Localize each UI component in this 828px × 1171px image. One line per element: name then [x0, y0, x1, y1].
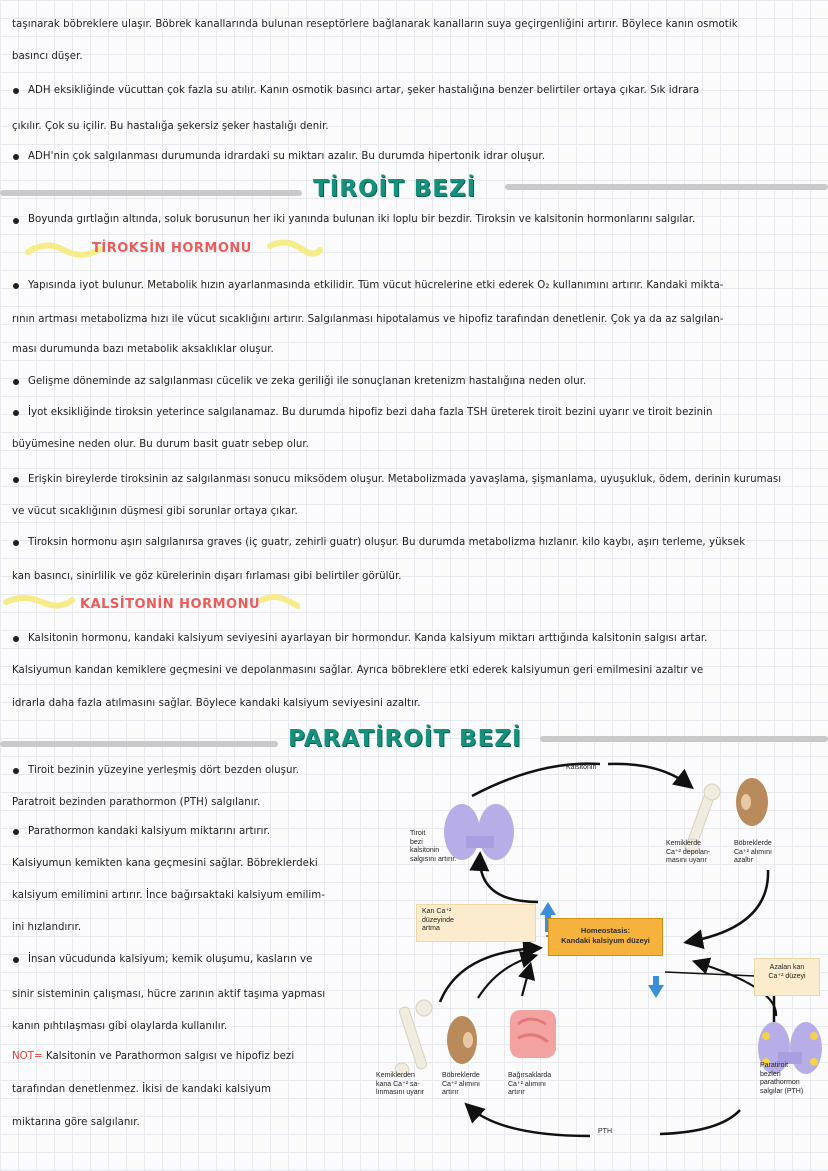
kemik-diagram-label: Kemiklerde Ca⁺² depolan- masını uyarır [666, 840, 711, 864]
bullet-dot [13, 957, 19, 963]
paratiroit-text: Paratroit bezinden parathormon (PTH) salgılanır. [12, 797, 261, 808]
bullet-dot [13, 477, 19, 483]
bullet-dot [13, 379, 19, 385]
homeostasis-box: Homeostasis: Kandaki kalsiyum düzeyi [548, 918, 663, 956]
kalsitonin-title: KALSİTONİN HORMONU [80, 597, 261, 612]
bullet-dot [13, 636, 19, 642]
guatr-text: büyümesine neden olur. Bu durum basit guatr sebep olur. [12, 439, 309, 450]
note-text: tarafından denetlenmez. İkisi de kandaki kalsiyum [12, 1084, 271, 1095]
bullet-dot [13, 154, 19, 160]
pth-arrow-label: PTH [598, 1128, 612, 1135]
graves-text: kan basıncı, sinirlilik ve göz kürelerinin dışarı fırlaması gibi belirtiler görülür. [12, 571, 402, 582]
section-divider [540, 736, 828, 742]
tiroit-diagram-label: Tiroit bezi kalsitonin salgısını artırır. [410, 830, 457, 863]
bullet-dot [13, 283, 19, 289]
kalsitonin-text: Kalsiyumun kandan kemiklere geçmesini ve depolanmasını sağlar. Ayrıca böbreklere etki ederek kalsiyumun geri emilmesini azaltır ve [12, 665, 704, 676]
graves-text: Tiroksin hormonu aşırı salgılanırsa graves (iç guatr, zehirli guatr) oluşur. Bu durumda metabolizma hızlanır. kilo kaybı, aşırı terleme, yüksek [28, 537, 746, 548]
paratiroit-text: Tiroit bezinin yüzeyine yerleşmiş dört bezden oluşur. [28, 765, 300, 776]
note-text: Kalsitonin ve Parathormon salgısı ve hipofiz bezi [45, 1051, 295, 1062]
adh-deficiency-text: çıkılır. Çok su içilir. Bu hastalığa şekersiz şeker hastalığı denir. [12, 121, 329, 132]
kan-ca-artma-box: Kan Ca⁺² düzeyinde artma [416, 904, 536, 942]
parathormon-text: kalsiyum emilimini artırır. İnce bağırsaktaki kalsiyum emilim- [12, 890, 325, 901]
tiroit-title: TİROİT BEZİ [313, 176, 477, 202]
note-label: NOT= [12, 1051, 43, 1062]
miksodem-text: ve vücut sıcaklığının düşmesi gibi sorunlar ortaya çıkar. [12, 506, 298, 517]
calcium-homeostasis-diagram [370, 752, 828, 1162]
kalsitonin-arrow-label: Kalsitonin [566, 764, 597, 771]
kalsiyum-text: kanın pıhtılaşması gibi olaylarda kullanılır. [12, 1021, 228, 1032]
kretenizm-text: Gelişme döneminde az salgılanması cücelik ve zeka geriliği ile sonuçlanan kretenizm hastalığına neden olur. [28, 376, 587, 387]
section-divider [0, 741, 278, 747]
bullet-dot [13, 829, 19, 835]
tiroksin-text: Yapısında iyot bulunur. Metabolik hızın ayarlanmasında etkilidir. Tüm vücut hücrelerine etki ederek O₂ kullanımını artırır. Kandaki mikta- [28, 280, 724, 291]
kalsitonin-text: Kalsitonin hormonu, kandaki kalsiyum seviyesini ayarlayan bir hormondur. Kanda kalsiyum miktarı arttığında kalsitonin salgısı artar. [28, 633, 708, 644]
bobrek2-diagram-label: Böbreklerde Ca⁺² alımını artırır [442, 1072, 480, 1096]
tiroksin-text: ması durumunda bazı metabolik aksaklıklar oluşur. [12, 344, 274, 355]
tiroit-description: Boyunda gırtlağın altında, soluk borusunun her iki yanında bulunan iki loplu bir bezdir. Tiroksin ve kalsitonin hormonlarını salgılar. [28, 214, 696, 225]
kalsitonin-text: idrarla daha fazla atılmasını sağlar. Böylece kandaki kalsiyum seviyesini azaltır. [12, 698, 421, 709]
section-divider [505, 184, 828, 190]
parathormon-text: ini hızlandırır. [12, 922, 82, 933]
miksodem-text: Erişkin bireylerde tiroksinin az salgılanması sonucu miksödem oluşur. Metabolizmada yavaşlama, şişmanlama, uyuşukluk, ödem, derinin kuruması [28, 474, 782, 485]
bullet-dot [13, 218, 19, 224]
adh-excess-text: ADH'nin çok salgılanması durumunda idrardaki su miktarı azalır. Bu durumda hipertonik idrar oluşur. [28, 151, 545, 162]
section-divider [0, 190, 302, 196]
bagirsak-diagram-label: Bağırsaklarda Ca⁺² alımını artırır [508, 1072, 552, 1096]
bullet-dot [13, 410, 19, 416]
kalsiyum-text: İnsan vücudunda kalsiyum; kemik oluşumu, kasların ve [28, 954, 313, 965]
note-text: miktarına göre salgılanır. [12, 1117, 140, 1128]
tiroksin-title: TİROKSİN HORMONU [92, 241, 252, 256]
intro-line: basıncı düşer. [12, 51, 83, 62]
bone-illustration [395, 1000, 432, 1077]
azalan-ca-box: Azalan kan Ca⁺² düzeyi [754, 958, 820, 996]
kidney-illustration [736, 778, 768, 826]
kemik2-diagram-label: Kemiklerden kana Ca⁺² sa- lınmasını uyarır [376, 1072, 425, 1096]
kidney-illustration [447, 1016, 477, 1064]
guatr-text: İyot eksikliğinde tiroksin yeterince salgılanamaz. Bu durumda hipofiz bezi daha fazla TSH üreterek tiroit bezini uyarır ve tiroit bezinin [28, 407, 713, 418]
bullet-dot [13, 88, 19, 94]
bullet-dot [13, 540, 19, 546]
parathormon-text: Parathormon kandaki kalsiyum miktarını artırır. [28, 826, 271, 837]
bobrek-diagram-label: Böbreklerde Ca⁺² alımını azaltır [734, 840, 772, 864]
parathormon-text: Kalsiyumun kemikten kana geçmesini sağlar. Böbreklerdeki [12, 858, 318, 869]
paratiroit-diagram-label: Paratiroit bezleri parathormon salgılar (PTH) [760, 1062, 804, 1095]
bullet-dot [13, 768, 19, 774]
intro-line: taşınarak böbreklere ulaşır. Böbrek kanallarında bulunan reseptörlere bağlanarak kanalların suya geçirgenliğini artırır. Böylece kanın osmotik [12, 19, 738, 30]
paratiroit-title: PARATİROİT BEZİ [288, 726, 522, 752]
adh-deficiency-text: ADH eksikliğinde vücuttan çok fazla su atılır. Kanın osmotik basıncı artar, şeker hastalığına benzer belirtiler ortaya çıkar. Sık idrara [28, 85, 700, 96]
kalsiyum-text: sinir sisteminin çalışması, hücre zarının aktif taşıma yapması [12, 989, 326, 1000]
tiroksin-text: rının artması metabolizma hızı ile vücut sıcaklığını artırır. Salgılanması hipotalamus ve hipofiz tarafından denetlenir. Çok ya da az salgılan- [12, 314, 724, 325]
intestine-illustration [510, 1010, 556, 1058]
